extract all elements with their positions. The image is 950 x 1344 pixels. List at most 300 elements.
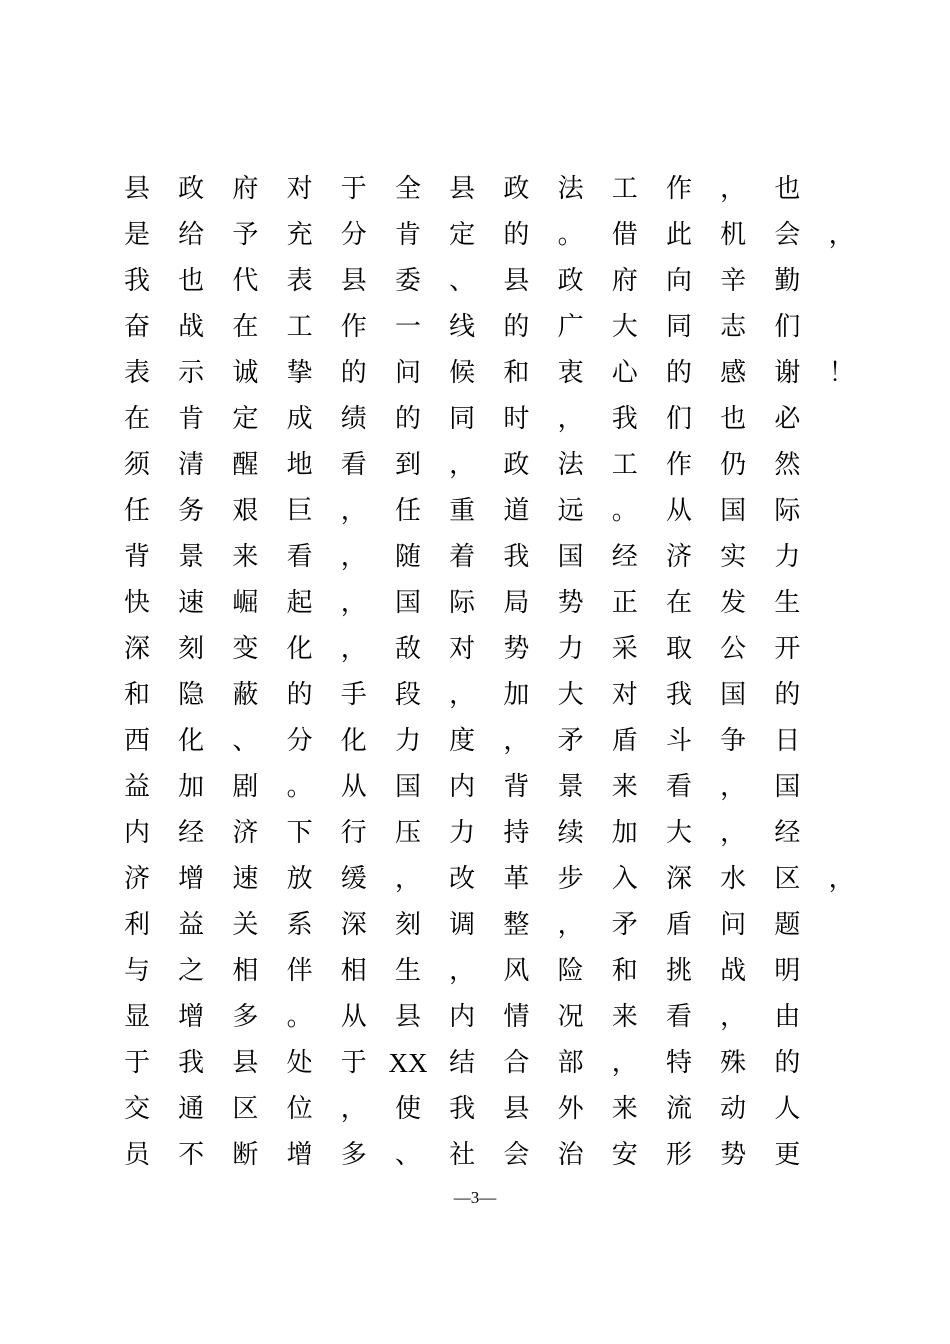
text-glyph: 定 — [232, 404, 259, 434]
text-glyph: 国 — [394, 588, 421, 618]
text-glyph: 任 — [394, 496, 421, 526]
text-glyph: 利 — [123, 910, 150, 940]
text-glyph: 人 — [774, 1094, 801, 1124]
text-line — [0, 396, 950, 442]
text-glyph: 清 — [178, 450, 205, 480]
text-glyph: 缓 — [340, 864, 367, 894]
text-glyph: 对 — [611, 680, 638, 710]
text-glyph: 看 — [665, 1002, 692, 1032]
text-line — [0, 350, 950, 396]
text-glyph: 度 — [449, 726, 476, 756]
text-glyph: 县 — [449, 174, 476, 204]
text-glyph: 景 — [557, 772, 584, 802]
text-glyph: 的 — [503, 220, 530, 250]
text-glyph: 增 — [178, 864, 205, 894]
text-glyph: 员 — [123, 1140, 150, 1170]
text-glyph: 的 — [394, 404, 421, 434]
text-glyph: 力 — [449, 818, 476, 848]
text-glyph: 成 — [286, 404, 313, 434]
text-glyph: 问 — [720, 910, 747, 940]
text-glyph: 线 — [449, 312, 476, 342]
text-glyph: 向 — [665, 266, 692, 296]
text-glyph: ， — [394, 864, 421, 894]
text-glyph: 来 — [611, 1094, 638, 1124]
text-glyph: 加 — [178, 772, 205, 802]
text-glyph: 势 — [503, 634, 530, 664]
text-glyph: 相 — [340, 956, 367, 986]
text-glyph: 府 — [611, 266, 638, 296]
text-glyph: 们 — [774, 312, 801, 342]
text-glyph: 经 — [611, 542, 638, 572]
text-glyph: 益 — [123, 772, 150, 802]
text-glyph: 加 — [611, 818, 638, 848]
text-glyph: ， — [449, 680, 476, 710]
text-glyph: 交 — [123, 1094, 150, 1124]
text-glyph: 矛 — [611, 910, 638, 940]
text-glyph: 外 — [557, 1094, 584, 1124]
text-glyph: 快 — [123, 588, 150, 618]
text-glyph: 分 — [286, 726, 313, 756]
text-glyph: 。 — [286, 772, 313, 802]
text-glyph: ， — [720, 818, 747, 848]
text-glyph: 远 — [557, 496, 584, 526]
text-glyph: 看 — [340, 450, 367, 480]
text-glyph: ， — [611, 1048, 638, 1078]
text-glyph: 机 — [720, 220, 747, 250]
text-glyph: 醒 — [232, 450, 259, 480]
text-glyph: 争 — [720, 726, 747, 756]
text-glyph: XX — [388, 1048, 428, 1078]
text-glyph: 地 — [286, 450, 313, 480]
text-glyph: 益 — [178, 910, 205, 940]
text-line — [0, 810, 950, 856]
text-glyph: 于 — [340, 174, 367, 204]
text-glyph: 于 — [123, 1048, 150, 1078]
text-glyph: 经 — [774, 818, 801, 848]
text-glyph: 勤 — [774, 266, 801, 296]
text-line — [0, 902, 950, 948]
text-glyph: 关 — [232, 910, 259, 940]
text-glyph: 看 — [286, 542, 313, 572]
text-glyph: ， — [340, 634, 367, 664]
text-glyph: 由 — [774, 1002, 801, 1032]
text-glyph: 安 — [611, 1140, 638, 1170]
text-glyph: 给 — [178, 220, 205, 250]
text-glyph: ！ — [828, 358, 855, 388]
text-glyph: ， — [340, 542, 367, 572]
text-glyph: 刻 — [394, 910, 421, 940]
text-line — [0, 488, 950, 534]
text-glyph: 部 — [557, 1048, 584, 1078]
text-glyph: 艰 — [232, 496, 259, 526]
text-glyph: 来 — [232, 542, 259, 572]
text-glyph: 力 — [774, 542, 801, 572]
text-line — [0, 856, 950, 902]
text-glyph: 着 — [449, 542, 476, 572]
text-glyph: ， — [828, 864, 855, 894]
text-line — [0, 764, 950, 810]
text-glyph: 政 — [503, 450, 530, 480]
text-glyph: 隐 — [178, 680, 205, 710]
text-glyph: 公 — [720, 634, 747, 664]
text-glyph: 战 — [178, 312, 205, 342]
text-glyph: 深 — [340, 910, 367, 940]
text-glyph: 明 — [774, 956, 801, 986]
text-glyph: 来 — [611, 772, 638, 802]
text-glyph: ， — [340, 588, 367, 618]
text-glyph: 政 — [503, 174, 530, 204]
text-line — [0, 212, 950, 258]
text-glyph: 县 — [123, 174, 150, 204]
text-glyph: 。 — [611, 496, 638, 526]
text-line — [0, 534, 950, 580]
text-glyph: 的 — [665, 358, 692, 388]
text-glyph: 充 — [286, 220, 313, 250]
text-glyph: 起 — [286, 588, 313, 618]
text-glyph: 作 — [340, 312, 367, 342]
text-glyph: 候 — [449, 358, 476, 388]
text-glyph: 肯 — [394, 220, 421, 250]
text-glyph: 、 — [394, 1140, 421, 1170]
text-glyph: 同 — [449, 404, 476, 434]
text-glyph: 段 — [394, 680, 421, 710]
text-glyph: 深 — [665, 864, 692, 894]
text-glyph: 分 — [340, 220, 367, 250]
text-glyph: 景 — [178, 542, 205, 572]
text-glyph: 在 — [665, 588, 692, 618]
text-glyph: 一 — [394, 312, 421, 342]
text-glyph: 在 — [232, 312, 259, 342]
text-glyph: 放 — [286, 864, 313, 894]
text-glyph: 。 — [286, 1002, 313, 1032]
text-glyph: 我 — [503, 542, 530, 572]
text-glyph: 大 — [557, 680, 584, 710]
text-line — [0, 1040, 950, 1086]
text-glyph: 流 — [665, 1094, 692, 1124]
text-glyph: 借 — [611, 220, 638, 250]
text-glyph: ， — [720, 772, 747, 802]
text-glyph: 生 — [394, 956, 421, 986]
text-glyph: 务 — [178, 496, 205, 526]
text-glyph: 相 — [232, 956, 259, 986]
text-glyph: 增 — [286, 1140, 313, 1170]
text-glyph: 不 — [178, 1140, 205, 1170]
text-glyph: 诚 — [232, 358, 259, 388]
text-glyph: 巨 — [286, 496, 313, 526]
text-line — [0, 580, 950, 626]
text-glyph: ， — [340, 1094, 367, 1124]
text-glyph: 际 — [774, 496, 801, 526]
text-glyph: 县 — [503, 1094, 530, 1124]
text-glyph: 谢 — [774, 358, 801, 388]
text-glyph: 于 — [340, 1048, 367, 1078]
text-glyph: 。 — [557, 220, 584, 250]
text-glyph: 生 — [774, 588, 801, 618]
text-glyph: 国 — [557, 542, 584, 572]
text-glyph: 仍 — [720, 450, 747, 480]
text-glyph: 情 — [503, 1002, 530, 1032]
text-glyph: 特 — [665, 1048, 692, 1078]
text-glyph: 盾 — [611, 726, 638, 756]
text-glyph: ， — [557, 404, 584, 434]
text-glyph: 改 — [449, 864, 476, 894]
text-line — [0, 948, 950, 994]
text-glyph: 况 — [557, 1002, 584, 1032]
text-glyph: 实 — [720, 542, 747, 572]
text-line — [0, 166, 950, 212]
text-glyph: 取 — [665, 634, 692, 664]
text-glyph: 手 — [340, 680, 367, 710]
text-glyph: 国 — [774, 772, 801, 802]
text-glyph: 处 — [286, 1048, 313, 1078]
text-glyph: 西 — [123, 726, 150, 756]
text-glyph: ， — [720, 1002, 747, 1032]
text-glyph: 势 — [557, 588, 584, 618]
text-glyph: 道 — [503, 496, 530, 526]
text-glyph: 予 — [232, 220, 259, 250]
text-glyph: 续 — [557, 818, 584, 848]
text-glyph: 工 — [611, 450, 638, 480]
text-glyph: 县 — [503, 266, 530, 296]
text-glyph: 多 — [232, 1002, 259, 1032]
text-glyph: 多 — [340, 1140, 367, 1170]
text-glyph: 使 — [394, 1094, 421, 1124]
text-glyph: 会 — [774, 220, 801, 250]
text-glyph: 势 — [720, 1140, 747, 1170]
text-glyph: 力 — [394, 726, 421, 756]
text-glyph: 工 — [611, 174, 638, 204]
text-glyph: 从 — [340, 772, 367, 802]
text-glyph: 从 — [665, 496, 692, 526]
text-line — [0, 1086, 950, 1132]
text-line — [0, 626, 950, 672]
text-glyph: 伴 — [286, 956, 313, 986]
text-glyph: 入 — [611, 864, 638, 894]
text-glyph: 挚 — [286, 358, 313, 388]
text-glyph: 化 — [286, 634, 313, 664]
text-glyph: ， — [340, 496, 367, 526]
text-glyph: 看 — [665, 772, 692, 802]
text-glyph: 须 — [123, 450, 150, 480]
text-glyph: 来 — [611, 1002, 638, 1032]
text-glyph: 委 — [394, 266, 421, 296]
text-glyph: 题 — [774, 910, 801, 940]
text-glyph: 变 — [232, 634, 259, 664]
text-glyph: 合 — [503, 1048, 530, 1078]
text-glyph: 力 — [557, 634, 584, 664]
text-glyph: 水 — [720, 864, 747, 894]
text-glyph: 斗 — [665, 726, 692, 756]
text-glyph: 显 — [123, 1002, 150, 1032]
text-glyph: 日 — [774, 726, 801, 756]
text-glyph: 定 — [449, 220, 476, 250]
text-glyph: 内 — [123, 818, 150, 848]
text-glyph: 府 — [232, 174, 259, 204]
text-glyph: 我 — [611, 404, 638, 434]
text-glyph: 、 — [449, 266, 476, 296]
text-glyph: 敌 — [394, 634, 421, 664]
text-glyph: 开 — [774, 634, 801, 664]
text-glyph: 时 — [503, 404, 530, 434]
text-glyph: 法 — [557, 450, 584, 480]
text-glyph: 化 — [178, 726, 205, 756]
text-glyph: 对 — [449, 634, 476, 664]
text-line — [0, 304, 950, 350]
text-glyph: 同 — [665, 312, 692, 342]
text-glyph: 然 — [774, 450, 801, 480]
text-glyph: 背 — [123, 542, 150, 572]
text-glyph: 动 — [720, 1094, 747, 1124]
text-glyph: 的 — [286, 680, 313, 710]
text-glyph: 随 — [394, 542, 421, 572]
text-glyph: 会 — [503, 1140, 530, 1170]
text-glyph: 法 — [557, 174, 584, 204]
text-glyph: 革 — [503, 864, 530, 894]
text-glyph: 步 — [557, 864, 584, 894]
text-glyph: 县 — [340, 266, 367, 296]
text-glyph: 表 — [123, 358, 150, 388]
text-glyph: 县 — [394, 1002, 421, 1032]
text-line — [0, 672, 950, 718]
text-glyph: 肯 — [178, 404, 205, 434]
text-glyph: 矛 — [557, 726, 584, 756]
text-glyph: 政 — [557, 266, 584, 296]
text-glyph: 重 — [449, 496, 476, 526]
text-glyph: 的 — [774, 1048, 801, 1078]
text-glyph: 增 — [178, 1002, 205, 1032]
text-glyph: ， — [503, 726, 530, 756]
text-line — [0, 1132, 950, 1178]
text-glyph: 际 — [449, 588, 476, 618]
text-glyph: 经 — [178, 818, 205, 848]
text-glyph: 感 — [720, 358, 747, 388]
text-glyph: 志 — [720, 312, 747, 342]
text-glyph: 我 — [665, 680, 692, 710]
text-glyph: 表 — [286, 266, 313, 296]
text-glyph: 和 — [611, 956, 638, 986]
text-glyph: 调 — [449, 910, 476, 940]
text-glyph: 正 — [611, 588, 638, 618]
text-glyph: 内 — [449, 772, 476, 802]
text-glyph: 速 — [178, 588, 205, 618]
text-glyph: 局 — [503, 588, 530, 618]
text-glyph: 济 — [665, 542, 692, 572]
text-glyph: 崛 — [232, 588, 259, 618]
text-glyph: 国 — [720, 496, 747, 526]
text-glyph: 我 — [178, 1048, 205, 1078]
text-glyph: 治 — [557, 1140, 584, 1170]
text-glyph: 结 — [449, 1048, 476, 1078]
text-glyph: 的 — [774, 680, 801, 710]
text-glyph: 们 — [665, 404, 692, 434]
text-glyph: 殊 — [720, 1048, 747, 1078]
text-glyph: 奋 — [123, 312, 150, 342]
text-glyph: 是 — [123, 220, 150, 250]
text-glyph: ， — [449, 450, 476, 480]
body-text — [0, 166, 950, 1178]
text-glyph: 战 — [720, 956, 747, 986]
text-glyph: 风 — [503, 956, 530, 986]
text-glyph: 对 — [286, 174, 313, 204]
text-glyph: 刻 — [178, 634, 205, 664]
text-glyph: 压 — [394, 818, 421, 848]
text-glyph: 作 — [665, 450, 692, 480]
text-glyph: 内 — [449, 1002, 476, 1032]
text-glyph: 与 — [123, 956, 150, 986]
text-glyph: 社 — [449, 1140, 476, 1170]
text-glyph: 广 — [557, 312, 584, 342]
text-glyph: 区 — [232, 1094, 259, 1124]
text-glyph: 从 — [340, 1002, 367, 1032]
text-glyph: 险 — [557, 956, 584, 986]
text-glyph: 深 — [123, 634, 150, 664]
text-glyph: 和 — [123, 680, 150, 710]
text-glyph: 位 — [286, 1094, 313, 1124]
text-glyph: 作 — [665, 174, 692, 204]
text-glyph: 形 — [665, 1140, 692, 1170]
text-glyph: 此 — [665, 220, 692, 250]
text-glyph: 我 — [123, 266, 150, 296]
text-glyph: 大 — [611, 312, 638, 342]
text-glyph: 政 — [178, 174, 205, 204]
text-glyph: 我 — [449, 1094, 476, 1124]
text-glyph: 国 — [720, 680, 747, 710]
text-glyph: 挑 — [665, 956, 692, 986]
text-glyph: 速 — [232, 864, 259, 894]
text-glyph: 通 — [178, 1094, 205, 1124]
text-glyph: ， — [720, 174, 747, 204]
text-glyph: ， — [557, 910, 584, 940]
text-glyph: 更 — [774, 1140, 801, 1170]
text-glyph: 和 — [503, 358, 530, 388]
text-glyph: 采 — [611, 634, 638, 664]
text-glyph: 在 — [123, 404, 150, 434]
text-glyph: 的 — [340, 358, 367, 388]
text-glyph: 大 — [665, 818, 692, 848]
text-glyph: 任 — [123, 496, 150, 526]
text-glyph: ， — [449, 956, 476, 986]
text-glyph: 工 — [286, 312, 313, 342]
page-number: —3— — [453, 1188, 497, 1207]
text-glyph: 的 — [503, 312, 530, 342]
text-glyph: 区 — [774, 864, 801, 894]
text-line — [0, 442, 950, 488]
text-glyph: 盾 — [665, 910, 692, 940]
text-glyph: 代 — [232, 266, 259, 296]
text-glyph: 示 — [178, 358, 205, 388]
text-glyph: ， — [828, 220, 855, 250]
text-glyph: 绩 — [340, 404, 367, 434]
text-glyph: 剧 — [232, 772, 259, 802]
text-glyph: 蔽 — [232, 680, 259, 710]
text-line — [0, 258, 950, 304]
text-glyph: 济 — [232, 818, 259, 848]
text-glyph: 持 — [503, 818, 530, 848]
text-line — [0, 718, 950, 764]
text-glyph: 系 — [286, 910, 313, 940]
text-glyph: 化 — [340, 726, 367, 756]
text-glyph: 问 — [394, 358, 421, 388]
text-glyph: 必 — [774, 404, 801, 434]
text-glyph: 、 — [232, 726, 259, 756]
text-glyph: 国 — [394, 772, 421, 802]
text-glyph: 全 — [394, 174, 421, 204]
text-glyph: 发 — [720, 588, 747, 618]
text-glyph: 也 — [178, 266, 205, 296]
text-glyph: 衷 — [557, 358, 584, 388]
text-glyph: 之 — [178, 956, 205, 986]
text-glyph: 也 — [720, 404, 747, 434]
